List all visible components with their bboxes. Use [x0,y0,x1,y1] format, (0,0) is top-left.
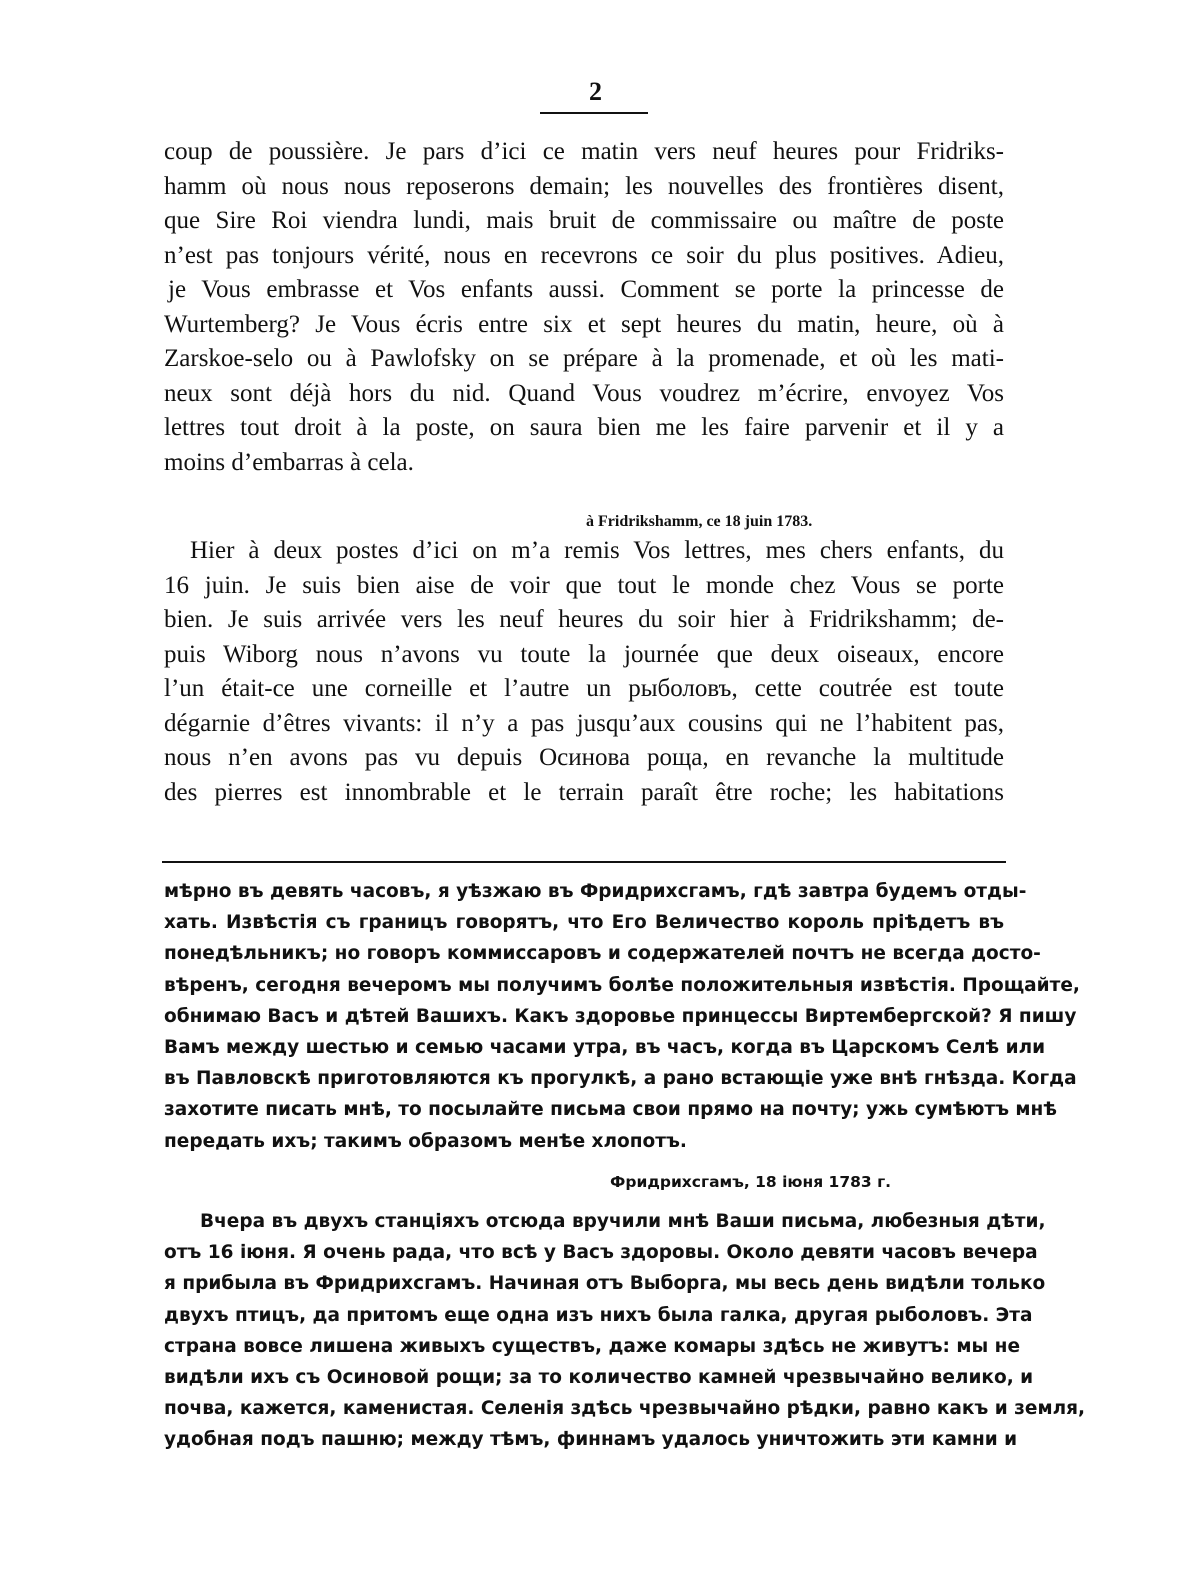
text-line: захотите писать мнѣ, то посылайте письма свои прямо на почту; ужь сумѣютъ мнѣ [164,1099,1057,1121]
text-line: передать ихъ; такимъ образомъ менѣе хлопотъ. [164,1130,687,1152]
letter-fr-body [164,534,1004,810]
text-line: neux sont déjà hors du nid. Quand Vous voudrez m’écrire, envoyez Vos [164,379,1004,407]
text-line: je Vous embrasse et Vos enfants aussi. Comment se porte la princesse de [168,276,1004,303]
text-line: que Sire Roi viendra lundi, mais bruit de commissaire ou maître de poste [164,207,1004,234]
text-line: l’un était-ce une corneille et l’autre un рыболовъ, cette coutrée est toute [164,675,1004,702]
text-line: страна вовсе лишена живыхъ существъ, даже комары здѣсь не живутъ: мы не [164,1335,1020,1357]
translation-ru-body [164,1206,1086,1456]
text-line: удобная подъ пашню; между тѣмъ, финнамъ удалось уничтожить эти камни и [164,1429,1018,1451]
text-line: des pierres est innombrable et le terrain paraît être roche; les habitations [164,778,1004,806]
text-line: hamm où nous nous reposerons demain; les nouvelles des frontières disent, [164,172,1004,200]
text-line: понедѣльникъ; но говоръ коммиссаровъ и содержателей почтъ не всегда досто- [164,943,1041,965]
text-line: хать. Извѣстія съ границъ говорятъ, что Его Величество король пріѣдетъ въ [164,912,1004,934]
text-line: 16 juin. Je suis bien aise de voir que tout le monde chez Vous se porte [164,571,1004,599]
text-line: двухъ птицъ, да притомъ еще одна изъ нихъ была галка, другая рыболовъ. Эта [164,1304,1033,1326]
page-number-rule [540,112,648,114]
letter-fr-continuation [164,135,1004,480]
text-line: Вчера въ двухъ станціяхъ отсюда вручили мнѣ Ваши письма, любезныя дѣти, [200,1211,1046,1232]
text-line: я прибыла въ Фридрихсгамъ. Начиная отъ Выборга, мы весь день видѣли только [164,1273,1046,1295]
text-line: Вамъ между шестью и семью часами утра, въ часъ, когда въ Царскомъ Селѣ или [164,1036,1046,1058]
text-line: bien. Je suis arrivée vers les neuf heures du soir hier à Fridrikshamm; de- [164,606,1004,633]
footnote-rule [162,861,1006,863]
text-line: n’est pas tonjours vérité, nous en recevrons ce soir du plus positives. Adieu, [164,241,1004,269]
text-line: вѣренъ, сегодня вечеромъ мы получимъ болѣе положительныя извѣстія. Прощайте, [164,974,1080,996]
text-line: почва, кажется, каменистая. Селенія здѣсь чрезвычайно рѣдки, равно какъ и земля, [164,1398,1086,1420]
text-line: coup de poussière. Je pars d’ici ce matin vers neuf heures pour Fridriks- [164,138,1004,165]
text-line: puis Wiborg nous n’avons vu toute la journée que deux oiseaux, encore [164,640,1004,668]
text-line: nous n’en avons pas vu depuis Осинова роща, en revanche la multitude [164,744,1004,771]
dateline-fr: à Fridrikshamm, ce 18 juin 1783. [586,513,813,530]
text-line: Wurtemberg? Je Vous écris entre six et sept heures du matin, heure, où à [164,310,1004,338]
translation-ru-continuation [164,876,1080,1157]
dateline-ru: Фридрихсгамъ, 18 іюня 1783 г. [610,1173,892,1191]
text-line: Hier à deux postes d’ici on m’a remis Vos lettres, mes chers enfants, du [190,537,1004,564]
text-line: мѣрно въ девять часовъ, я уѣзжаю въ Фридрихсгамъ, гдѣ завтра будемъ отды- [164,881,1027,902]
text-line: moins d’embarras à cela. [164,448,414,476]
page-number: 2 [589,77,602,106]
text-line: видѣли ихъ съ Осиновой рощи; за то количество камней чрезвычайно велико, и [164,1366,1034,1388]
text-line: въ Павловскѣ приготовляются къ прогулкѣ, а рано встающіе уже внѣ гнѣзда. Когда [164,1068,1077,1090]
text-line: lettres tout droit à la poste, on saura bien me les faire parvenir et il y a [164,414,1004,441]
text-line: отъ 16 іюня. Я очень рада, что всѣ у Васъ здоровы. Около девяти часовъ вечера [164,1242,1038,1264]
text-line: dégarnie d’êtres vivants: il n’y a pas jusqu’aux cousins qui ne l’habitent pas, [164,709,1004,737]
text-line: Zarskoe-selo ou à Pawlofsky on se prépare à la promenade, et où les mati- [164,345,1004,372]
text-line: обнимаю Васъ и дѣтей Вашихъ. Какъ здоровье принцессы Виртембергской? Я пишу [164,1005,1077,1027]
